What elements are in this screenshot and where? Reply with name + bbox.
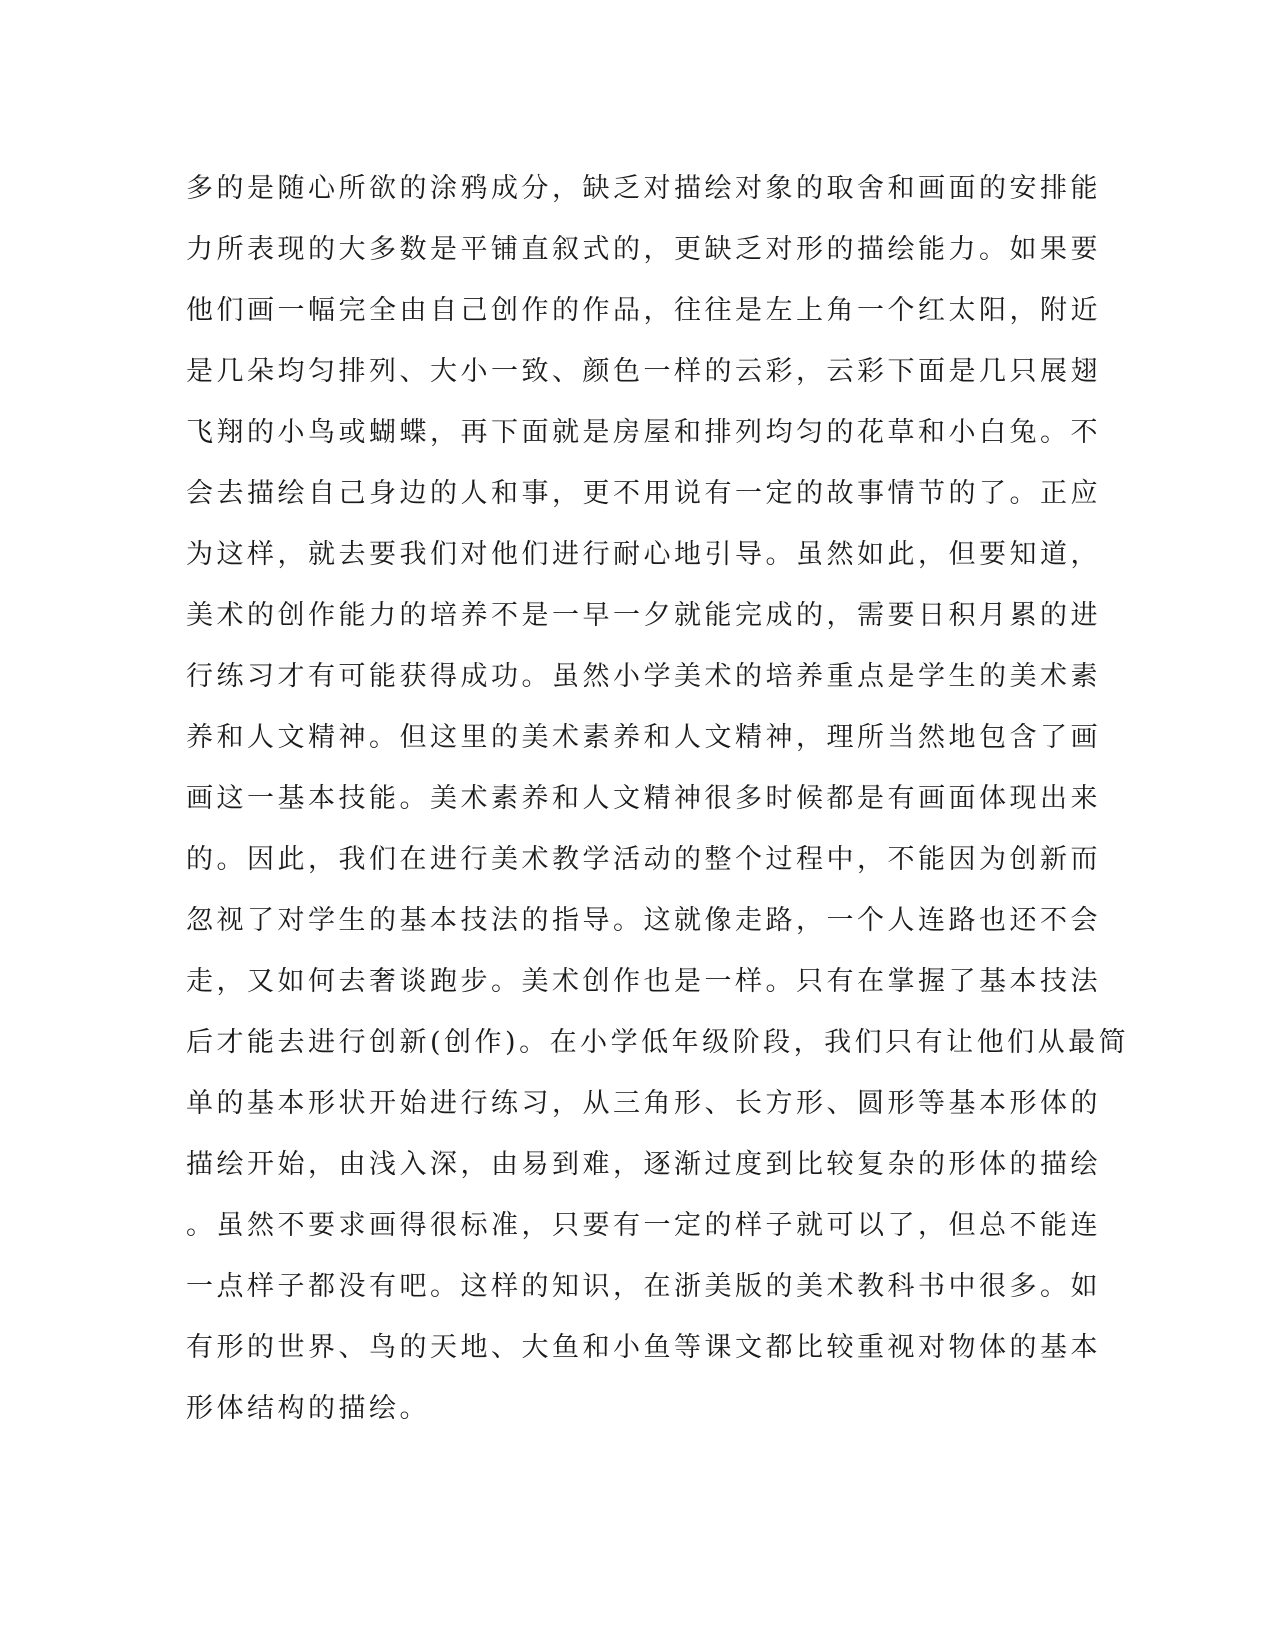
text-line-13: 忽视了对学生的基本技法的指导。这就像走路，一个人连路也还不会 [186,905,1101,936]
text-line-12: 的。因此，我们在进行美术教学活动的整个过程中，不能因为创新而 [186,844,1101,875]
text-line-21: 形体结构的描绘。 [186,1393,430,1424]
text-line-16: 单的基本形状开始进行练习，从三角形、长方形、圆形等基本形体的 [186,1088,1101,1119]
text-line-19: 一点样子都没有吧。这样的知识，在浙美版的美术教科书中很多。如 [186,1271,1101,1302]
text-line-11: 画这一基本技能。美术素养和人文精神很多时候都是有画面体现出来 [186,783,1101,814]
text-line-15: 后才能去进行创新(创作)。在小学低年级阶段，我们只有让他们从最简 [186,1027,1130,1058]
text-line-20: 有形的世界、鸟的天地、大鱼和小鱼等课文都比较重视对物体的基本 [186,1332,1101,1363]
text-line-8: 美术的创作能力的培养不是一早一夕就能完成的，需要日积月累的进 [186,600,1101,631]
text-line-1: 多的是随心所欲的涂鸦成分，缺乏对描绘对象的取舍和画面的安排能 [186,173,1101,204]
text-line-18: 。虽然不要求画得很标准，只要有一定的样子就可以了，但总不能连 [186,1210,1101,1241]
text-line-2: 力所表现的大多数是平铺直叙式的，更缺乏对形的描绘能力。如果要 [186,234,1101,265]
text-line-3: 他们画一幅完全由自己创作的作品，往往是左上角一个红太阳，附近 [186,295,1101,326]
text-line-4: 是几朵均匀排列、大小一致、颜色一样的云彩，云彩下面是几只展翅 [186,356,1101,387]
text-line-6: 会去描绘自己身边的人和事，更不用说有一定的故事情节的了。正应 [186,478,1101,509]
text-line-14: 走，又如何去奢谈跑步。美术创作也是一样。只有在掌握了基本技法 [186,966,1101,997]
text-line-17: 描绘开始，由浅入深，由易到难，逐渐过度到比较复杂的形体的描绘 [186,1149,1101,1180]
text-line-9: 行练习才有可能获得成功。虽然小学美术的培养重点是学生的美术素 [186,661,1101,692]
text-line-10: 养和人文精神。但这里的美术素养和人文精神，理所当然地包含了画 [186,722,1101,753]
text-line-7: 为这样，就去要我们对他们进行耐心地引导。虽然如此，但要知道， [186,539,1101,570]
body-paragraph [186,158,1130,1439]
text-line-5: 飞翔的小鸟或蝴蝶，再下面就是房屋和排列均匀的花草和小白兔。不 [186,417,1101,448]
